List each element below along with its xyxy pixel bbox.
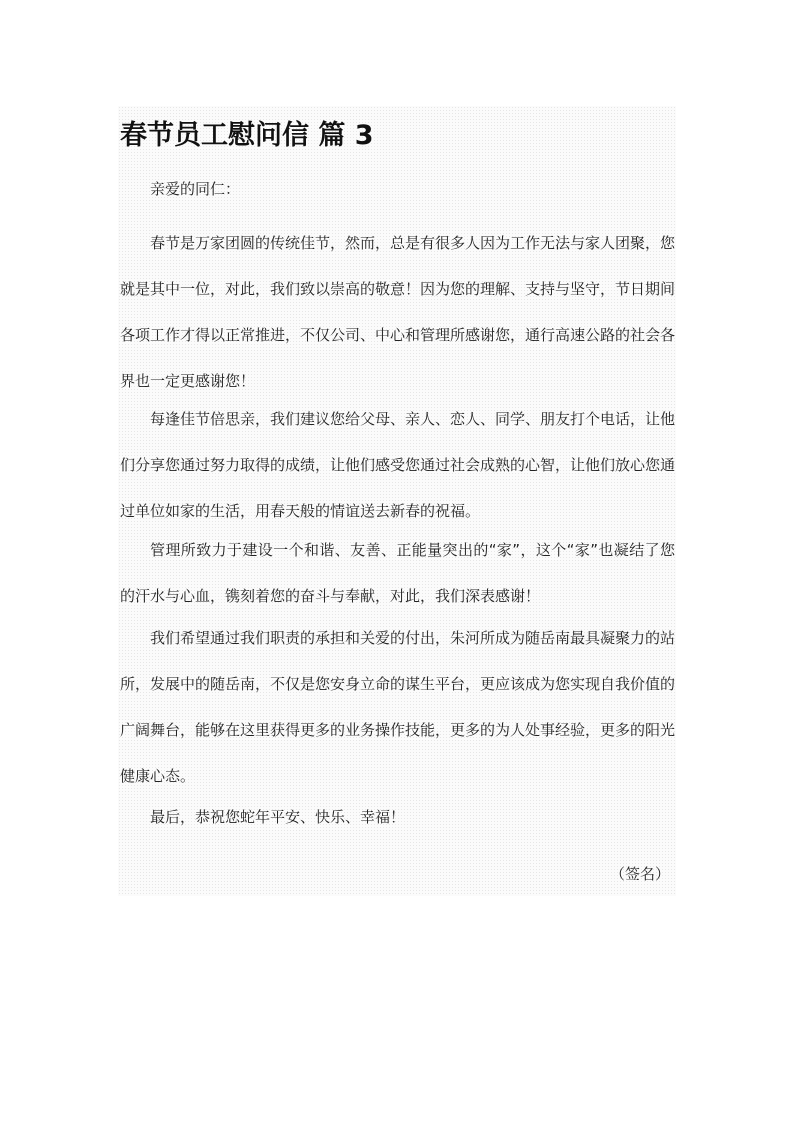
paragraph-4: 我们希望通过我们职责的承担和关爱的付出，朱河所成为随岳南最具凝聚力的站所，发展中的随岳南，不仅是您安身立命的谋生平台，更应该成为您实现自我价值的广阔舞台，能够在这里获得更多的业务操作技能，更多的为人处事经验，更多的阳光健康心态。 (120, 629, 676, 785)
page-title: 春节员工慰问信 篇 3 (120, 120, 374, 151)
paragraph-3: 管理所致力于建设一个和谐、友善、正能量突出的“家”，这个“家”也凝结了您的汗水与心血，镌刻着您的奋斗与奉献，对此，我们深表感谢！ (120, 541, 675, 605)
paragraph-1: 春节是万家团圆的传统佳节，然而，总是有很多人因为工作无法与家人团聚，您就是其中一位，对此，我们致以崇高的敬意！因为您的理解、支持与坚守，节日期间各项工作才得以正常推进，不仅公司、中心和管理所感谢您，通行高速公路的社会各界也一定更感谢您！ (120, 234, 676, 390)
paragraph-2: 每逢佳节倍思亲，我们建议您给父母、亲人、恋人、同学、朋友打个电话，让他们分享您通过努力取得的成绩，让他们感受您通过社会成熟的心智，让他们放心您通过单位如家的生活，用春天般的情谊送去新春的祝福。 (120, 410, 676, 520)
greeting: 亲爱的同仁： (150, 180, 241, 198)
signature: （签名） (609, 865, 670, 883)
paragraph-5-closing: 最后，恭祝您蛇年平安、快乐、幸福！ (150, 808, 406, 826)
